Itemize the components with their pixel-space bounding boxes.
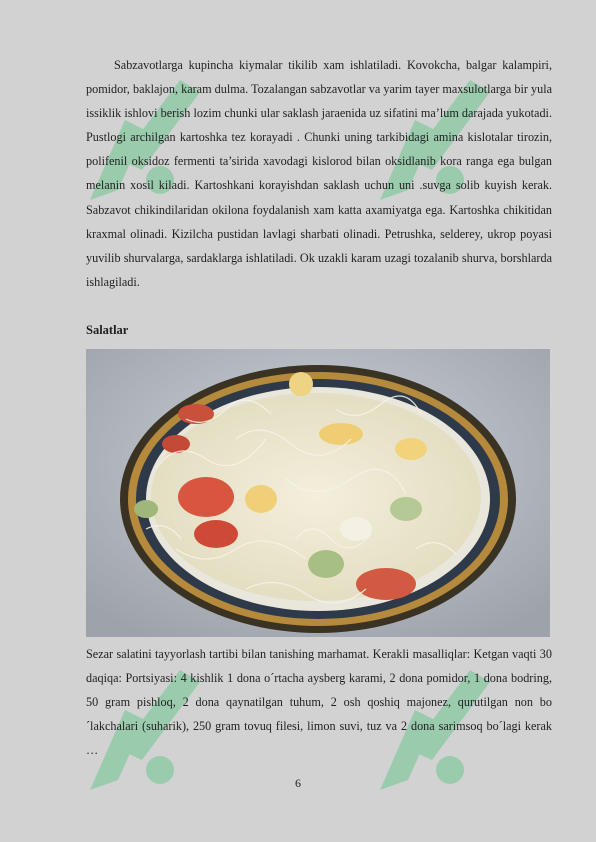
page-number: 6 <box>295 776 301 790</box>
salad-plate-image <box>86 349 550 637</box>
section-heading: Salatlar <box>86 323 129 337</box>
body-paragraph-1: Sabzavotlarga kupincha kiymalar tikilib xam ishlatiladi. Kovokcha, balgar kalampiri, pomidor, baklajon, karam dulma. Tozalangan sabzavotlar va yarim tayer maxsulotlarga bir yula issiklik ishlovi berish lozim chunki ular saklash jaraenida uz sifatini ma’lum darajada yukotadi. Pustlogi archilgan kartoshka tez korayadi . Chunki uning tarkibidagi amina kislotalar tirozin, polifenil oksidoz fermenti ta’sirida xavodagi kislorod bilan oksidlanib kora ranga ega bulgan melanin xosil kiladi. Kartoshkani korayishdan saklash uchun uni .suvga solib kuyish kerak. Sabzavot chikindilaridan okilona foydalanish xam katta axamiyatga ega. Kartoshka chikitidan kraxmal olinadi. Kizilcha pustidan lavlagi sharbati olinadi. Petrushka, selderey, ukrop poyasi yuvilib shurvalarga, sardaklarga ishlatiladi. Ok uzakli karam uzagi tozalanib shurva, borshlarda ishlagiladi. <box>86 58 552 289</box>
salad-photo <box>86 349 550 637</box>
body-paragraph-2: Sezar salatini tayyorlash tartibi bilan tanishing marhamat. Kerakli masalliqlar: Ketgan vaqti 30 daqiqa: Portsiyasi: 4 kishlik 1 dona o´rtacha aysberg karami, 2 dona pomidor, 1 dona bodring, 50 gram pishloq, 2 dona qaynatilgan tuhum, 2 osh qoshiq majonez, qurutilgan non bo´lakchalari (suharik), 250 gram tovuq filesi, limon suvi, tuz va 2 dona sarimsoq bo´lagi kerak … <box>86 647 552 758</box>
